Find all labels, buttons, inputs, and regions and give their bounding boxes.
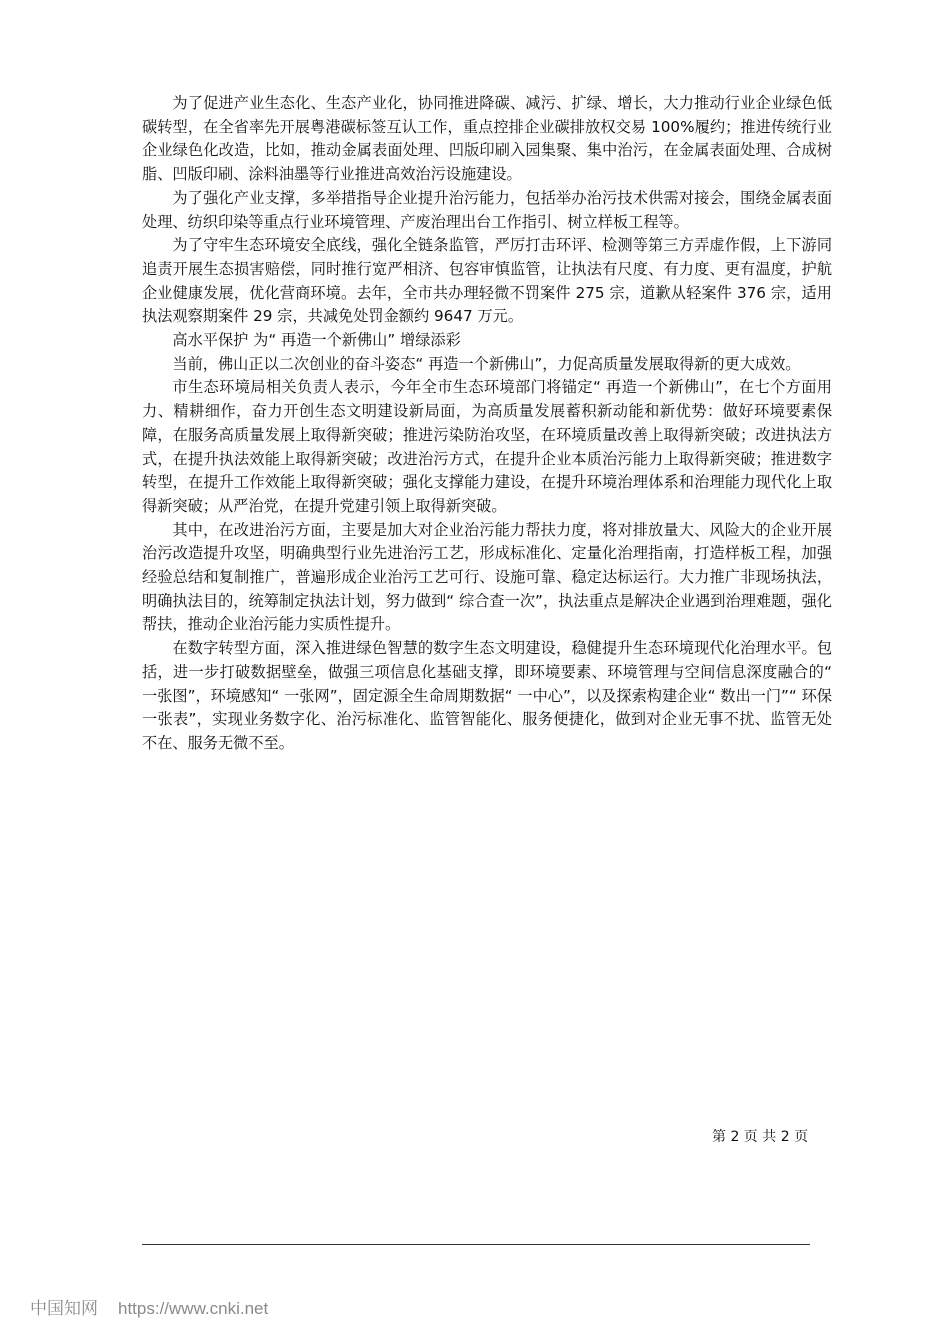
paragraph-industry-support: 为了强化产业支撑，多举措指导企业提升治污能力，包括举办治污技术供需对接会，围绕金属表面处理、纺织印染等重点行业环境管理、产废治理出台工作指引、树立样板工程等。 xyxy=(142,188,832,231)
paragraph-pollution-control: 其中，在改进治污方面，主要是加大对企业治污能力帮扶力度，将对排放量大、风险大的企业开展治污改造提升攻坚，明确典型行业先进治污工艺，形成标准化、定量化治理指南，打造样板工程，加强经验总结和复制推广，普遍形成企业治污工艺可行、设施可靠、稳定达标运行。大力推广非现场执法，明确执法目的，统筹制定执法计划，努力做到“ 综合查一次”，执法重点是解决企业遇到治理难题，强化帮扶，推动企业治污能力实质性提升。 xyxy=(142,520,832,634)
article-body xyxy=(142,92,832,756)
paragraph-safety-baseline: 为了守牢生态环境安全底线，强化全链条监管，严厉打击环评、检测等第三方弄虚作假，上下游同追责开展生态损害赔偿，同时推行宽严相济、包容审慎监管，让执法有尺度、有力度、更有温度，护航企业健康发展，优化营商环境。去年，全市共办理轻微不罚案件 275 宗，道歉从轻案件 376 宗，适用执法观察期案件 29 宗，共减免处罚金额约 9647 万元。 xyxy=(142,236,832,326)
page-number: 第 2 页 共 2 页 xyxy=(712,1129,809,1145)
cnki-watermark xyxy=(30,1294,268,1319)
paragraph-digital-transformation: 在数字转型方面，深入推进绿色智慧的数字生态文明建设，稳健提升生态环境现代化治理水平。包括，进一步打破数据壁垒，做强三项信息化基础支撑，即环境要素、环境管理与空间信息深度融合的“ 一张图”，环境感知“ 一张网”，固定源全生命周期数据“ 一中心”，以及探索构建企业“ 数出一门”“ 环保一张表”，实现业务数字化、治污标准化、监管智能化、服务便捷化，做到对企业无事不扰、监管无处不在、服务无微不至。 xyxy=(142,639,832,752)
watermark-url: https://www.cnki.net xyxy=(118,1299,269,1318)
footer-divider xyxy=(142,1244,810,1245)
paragraph-industry-greening: 为了促进产业生态化、生态产业化，协同推进降碳、减污、扩绿、增长，大力推动行业企业绿色低碳转型，在全省率先开展粤港碳标签互认工作，重点控排企业碳排放权交易 100%履约；推进传统行业企业绿色化改造，比如，推动金属表面处理、凹版印刷入园集聚、集中治污，在金属表面处理、合成树脂、凹版印刷、涂料油墨等行业推进高效治污设施建设。 xyxy=(142,94,832,184)
section-heading: 高水平保护 为“ 再造一个新佛山” 增绿添彩 xyxy=(172,331,461,350)
paragraph-seven-aspects: 市生态环境局相关负责人表示，今年全市生态环境部门将锚定“ 再造一个新佛山”，在七个方面用力、精耕细作，奋力开创生态文明建设新局面，为高质量发展蓄积新动能和新优势：做好环境要素保障，在服务高质量发展上取得新突破；推进污染防治攻坚，在环境质量改善上取得新突破；改进执法方式，在提升执法效能上取得新突破；改进治污方式，在提升企业本质治污能力上取得新突破；推进数字转型，在提升工作效能上取得新突破；强化支撑能力建设，在提升环境治理体系和治理能力现代化上取得新突破；从严治党，在提升党建引领上取得新突破。 xyxy=(142,378,832,515)
paragraph-current-status: 当前，佛山正以二次创业的奋斗姿态“ 再造一个新佛山”，力促高质量发展取得新的更大成效。 xyxy=(172,354,801,373)
watermark-site-name: 中国知网 xyxy=(30,1299,98,1318)
